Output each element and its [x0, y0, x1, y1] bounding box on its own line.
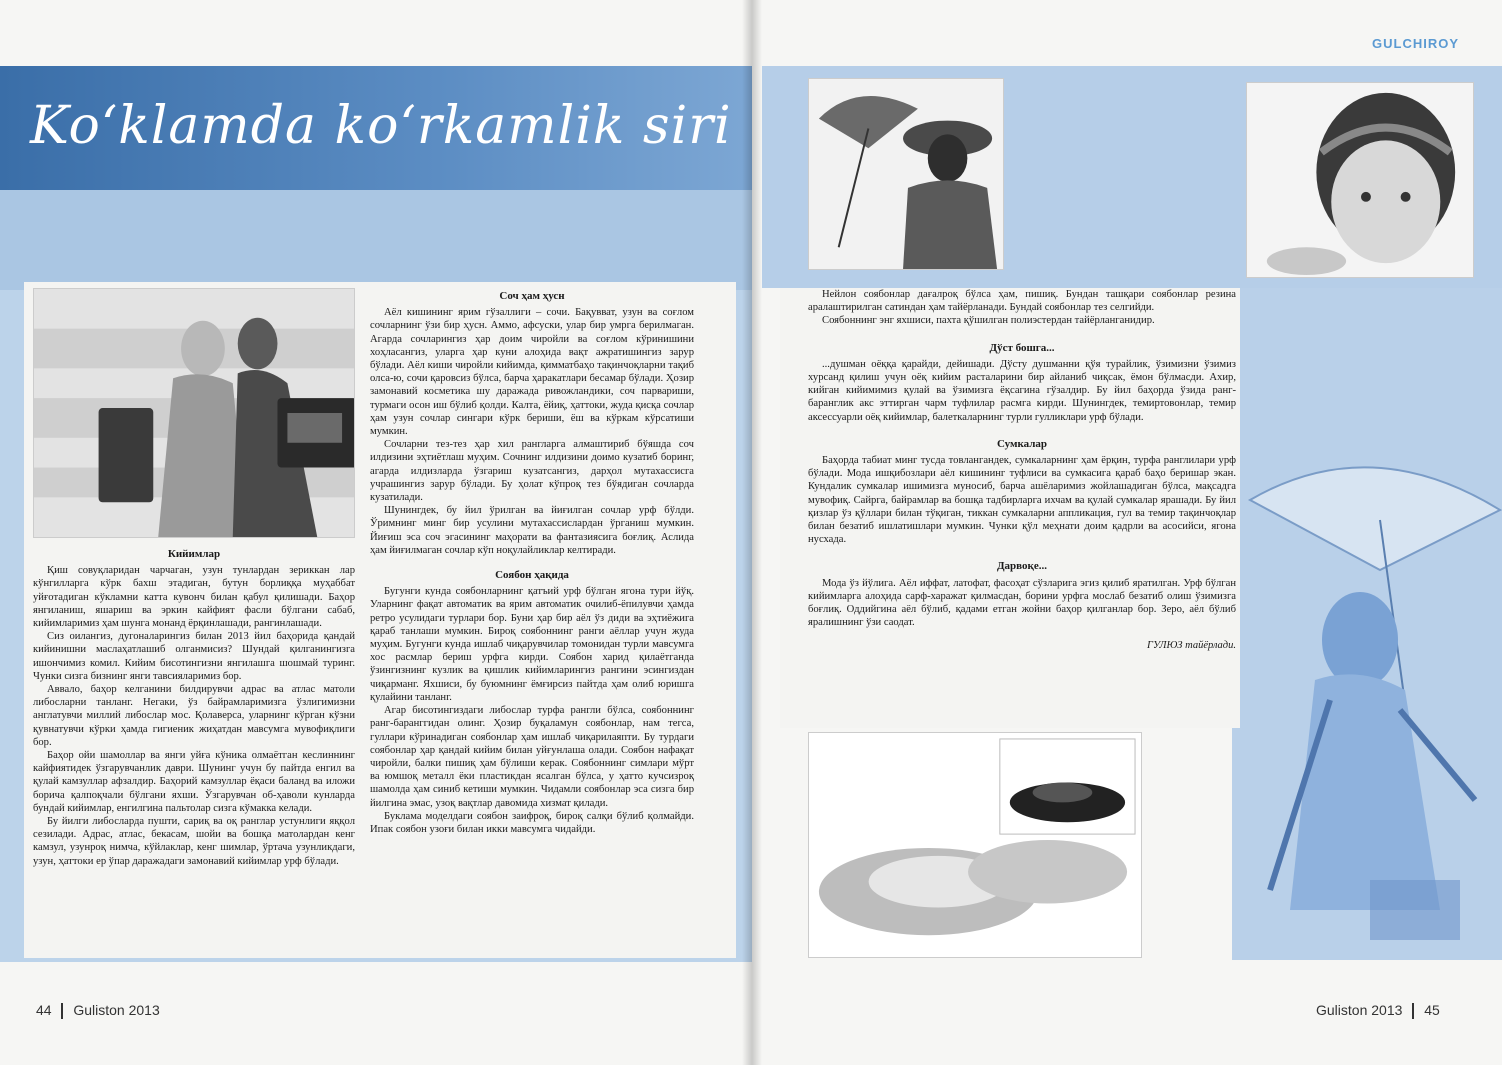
photo-girl-braid: [1246, 82, 1474, 278]
paragraph: Шунингдек, бу йил ўрилган ва йиғилган сочлар урф бўлди. Ўримнинг минг бир усулини мутахассислардан ўрганиш мумкин. Йиғиш эса соч эгасининг маҳорати ва фантазиясига боғлиқ. Аслида ҳам йиғилмаган сочлар кўп ноқулайликлар келтиради.: [370, 505, 694, 556]
photo-ballet-flats: [808, 732, 1142, 958]
section-heading-shoes: Дўст бошга...: [989, 341, 1055, 354]
page-number: 45: [1424, 1002, 1440, 1018]
paragraph: Бу йилги либосларда пушти, сариқ ва оқ ранглар устунлиги яққол сезилади. Адрас, атлас, бекасам, шойи ва бошқа матолардан кенг камзул, узунроқ нимча, кўйлаклар, кенг шимлар, ўртача узунликдаги, узун, ҳаттоки ер ўпар даражадаги замонавий кийимлар урф бўлади.: [33, 816, 355, 867]
paragraph: Буклама моделдаги соябон заифроқ, бироқ салқи бўлиб қолмайди. Ипак соябон узоғи билан икки мавсумга чидайди.: [370, 810, 694, 835]
photo-two-women-bags: [33, 288, 355, 538]
spine-shadow: [742, 0, 762, 1065]
folio-divider: [61, 1003, 63, 1019]
paragraph: Агар бисотингиздаги либослар турфа рангли бўлса, соябоннинг ранг-баранггидан олинг. Ҳозир буқаламун соябонлар, нам тегса, гуллари кўринадиган соябонлар ҳам ишлаб чиқарилаяпти. Бу турдаги соябонлар ҳар қандай кийим билан уйғунлаша олади. Соябон нафақат чиройли, балки пишиқ ҳам бўлиши керак. Соябоннинг симлари мўрт ва юмшоқ металл ёки пластикдан ясалган бўлса, у ҳатто кучсизроқ шамолда ҳам синиб кетиши мумкин. Чидамли соябонлар эса сизга бир йилгина эмас, узоқ вақтлар давомида хизмат қилади.: [370, 705, 694, 809]
right-folio: [1316, 1002, 1440, 1019]
page-number: 44: [36, 1002, 52, 1018]
section-heading-hair: Соч ҳам ҳусн: [499, 290, 565, 302]
section-heading-umbrella: Соябон ҳақида: [495, 569, 569, 582]
paragraph: ...душман оёққа қарайди, дейишади. Дўсту душманни қўя турайлик, ўзимизни ўзимиз хурсанд қилиш учун оёқ кийим расталарини бир айланиб чиқсак, ёмон бўлмасди. Ахир, кийган кийимимиз қулай ва ўзимизга ёқсагина гўзалдир. Бу йил баҳорда ўзида ранг-баранглик акс эттирган чарм туфлилар расмга кирди. Шунингдек, темиртовонлар, темир аксессуарли оёқ кийимлар, балеткаларнинг турли гулликлари урф бўлади.: [808, 358, 1236, 423]
article-title: Ko‘klamda ko‘rkamlik siri: [30, 96, 732, 156]
paragraph: Бугунги кунда соябонларнинг қатъий урф бўлган ягона тури йўқ. Уларнинг фақат автоматик ва ярим автоматик очилиб-ёпилувчи ҳамда ретро усулидаги турлари бор. Буни ҳар бир аёл ўз диди ва эҳтиёжига қараб танлаши мумкин. Бироқ соябоннинг ранги аёллар учун жуда муҳим. Бугунги кунда ишлаб чиқарувчилар томонидан турли мавсумга хос расмлар бериш урфга кирди. Соябон харид қилаётганда ўзингизнинг кузлик ва қишлик кийимларингиз рангини эсингиздан чиқарманг. Яхшиси, бу буюмнинг ёмғирсиз пайтда ҳам олиб юришга қулайини танланг.: [370, 586, 694, 703]
author-signature: ГУЛЮЗ тайёрлади.: [1147, 640, 1236, 652]
paragraph: Сочларни тез-тез ҳар хил рангларга алмаштириб бўяшда соч илдизини эҳтиётлаш муҳим. Сочнинг илдизини доимо кузатиб боринг, агарда илдизларда ўзгариш кузатсангиз, дарҳол мутахассисга учрашингиз зарур бўлади. Бу ҳолат кўпроқ тез бўядиган сочларда кузатилади.: [370, 439, 694, 504]
left-folio: [36, 1002, 160, 1019]
magazine-name: Guliston 2013: [1316, 1002, 1403, 1018]
section-heading-finally: Дарвоқе...: [996, 560, 1048, 573]
photo-woman-umbrella-hat: [808, 78, 1004, 270]
section-heading-bags: Сумкалар: [996, 437, 1048, 450]
illustration-girl-umbrella: [1230, 440, 1502, 960]
right-column: [808, 288, 1236, 653]
folio-divider: [1412, 1003, 1414, 1019]
paragraph: Нейлон соябонлар дағалроқ бўлса ҳам, пишиқ. Бундан ташқари соябонлар резина аралаштирилган сатиндан ҳам тайёрланади. Бундай соябонлар тез селгийди.: [808, 289, 1236, 314]
section-header: GULCHIROY: [1372, 36, 1459, 51]
section-heading-clothes: Кийимлар: [167, 548, 221, 560]
paragraph: Сиз оилангиз, дугоналарингиз билан 2013 йил баҳорида қандай кийинишни маслаҳатлашиб олганмисиз? Шундай қилганингизга ишончимиз комил. Кийим бисотингизни янгилашга шошмай туринг. Чунки сизга бизнинг янги тавсияларимиз бор.: [33, 631, 355, 682]
paragraph: Баҳор ойи шамоллар ва янги уйға кўника олмаётган кеслиннинг кайфиятидек ўзгарувчанлик даври. Шунинг учун бу пайтда енгил ва қулай камзуллар афзалдир. Баҳорий камзуллар ёқаси баланд ва иложи борича қалпоқчали бўлгани яхши. Ўзгарувчан об-ҳаволи кунларда бундай кийимлар, енгилгина пальтолар сизга кўмакка келади.: [33, 750, 355, 814]
paragraph: Мода ўз йўлига. Аёл иффат, латофат, фасоҳат сўзларига эгиз қилиб яратилган. Урф бўлган кийимларга алоҳида сарф-харажат қилмасдан, борини урфга мослаб безатиб олиш ўзимизга боғлиқ. Оддийгина аёл бўлиб, қадами етган жойни баҳор қилганлар бор. Зеро, аёл бўлиб яралишнинг ўзи саодат.: [808, 577, 1236, 629]
left-column-2: [370, 284, 694, 836]
paragraph: Соябоннинг энг яхшиси, пахта қўшилган полиэстердан тайёрланганидир.: [822, 315, 1155, 327]
magazine-name: Guliston 2013: [73, 1002, 160, 1018]
left-blue-panel: [0, 190, 752, 290]
paragraph: Баҳорда табиат минг тусда товлангандек, сумкаларнинг ҳам ёрқин, турфа ранглилари урф бўлади. Мода ишқибозлари аёл кишининг туфлиси ва сумкасига қараб баҳо беришар экан. Кундалик сумкалар ишимизга муносиб, барча ашёларимиз жойлашадиган бўлса, мақсадга мувофиқ. Сайрга, байрамлар ва бошқа тадбирларга ихчам ва қулай сумкалар ярашади. Бу йил қизлар ўз қўллари билан тўқиган, тиккан сумкаларни аппликация, гул ва темир тақинчоқлар билан безатиб ишлатишлари мумкин. Чунки қўл меҳнати доим қадрли ва асосийси, ягона нусхада.: [808, 455, 1236, 546]
paragraph: Қиш совуқларидан чарчаган, узун тунлардан зериккан лар кўнгилларга кўрк бахш этадиган, бутун борлиққа муҳаббат уйғотадиган кўкламни катта кувонч билан қабул қилишади. Баҳор янгиланиш, яшариш ва эркин кайфият фасли бўлгани сабаб, кийимларимиз ҳам шунга монанд ёрқинлашади, рангинлашади.: [33, 565, 355, 630]
left-column-1: [33, 542, 355, 868]
paragraph: Аёл кишининг ярим гўзаллиги – сочи. Бақувват, узун ва соғлом сочларнинг ўзи бир ҳусн. Аммо, афсуски, улар бир умрга берилмаган. Агарда сочларингиз ҳар доим чиройли ва соғлом кўринишини хоҳласангиз, уларга ҳар куни алоҳида вақт ажратишингиз зарур бўлади. Аёл киши чиройли кийимда, қимматбаҳо тақинчоқларни тақиб олса-ю, сочи қаровсиз бўлса, барча ҳаракатлари бесамар бўлади. Ҳозир замонавий косметика шу даражада ривожландики, соч парвариши, турмаги осон иш бўлиб қолди. Калта, ёйиқ, ҳаттоки, жуда қисқа сочлар ҳам узун сочлар сингари кўрк бериши, ёш ва кўркам кўрсатиши мумкин.: [370, 307, 694, 438]
paragraph: Аввало, баҳор келганини билдирувчи адрас ва атлас матоли либосларни танланг. Негаки, ўз байрамларимизга ўзлигимизни англатувчи миллий либослар мос. Қолаверса, уларнинг кўрган кўзни қувнатувчи кўрки ҳамда гигиеник жиҳатдан мавсумга мувофиқлиги бор.: [33, 684, 355, 748]
